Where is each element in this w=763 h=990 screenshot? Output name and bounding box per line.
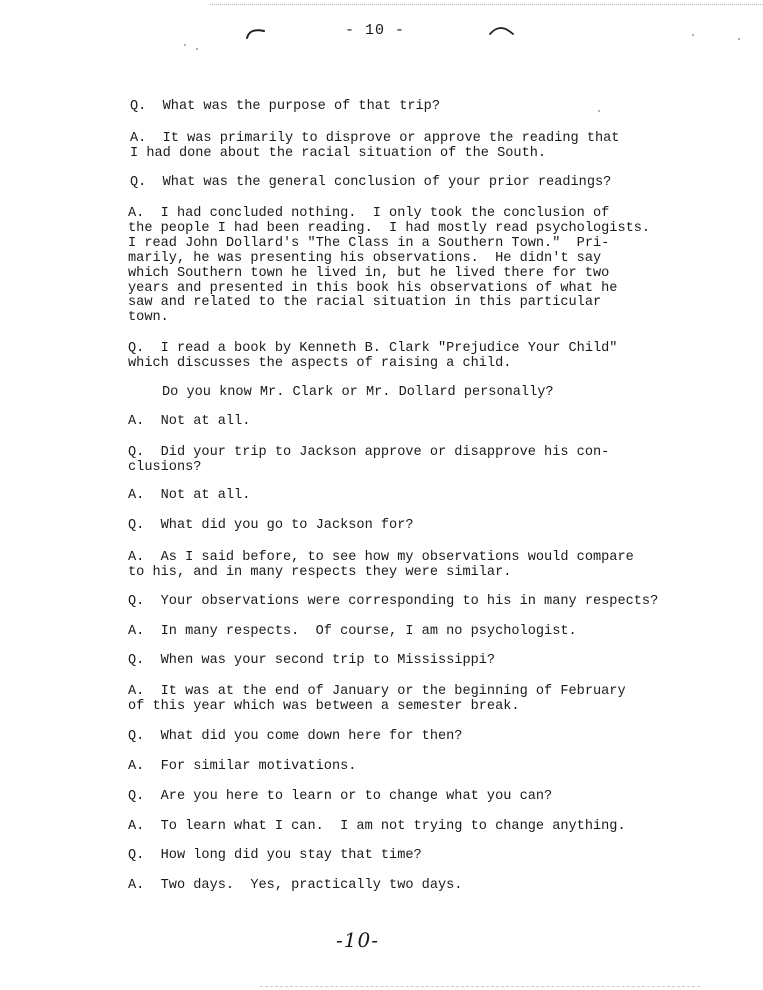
speck — [184, 44, 186, 46]
top-dotted-border — [210, 4, 763, 5]
transcript-line: A. Two days. Yes, practically two days. — [128, 878, 463, 893]
speck — [598, 110, 600, 112]
speck — [738, 38, 740, 40]
transcript-line: Q. Are you here to learn or to change what you can? — [128, 789, 553, 804]
transcript-line: A. For similar motivations. — [128, 759, 357, 774]
transcript-line: Q. Your observations were corresponding to his in many respects? — [128, 594, 659, 609]
left-bracket-mark — [244, 26, 268, 40]
transcript-line: A. Not at all. — [128, 414, 251, 429]
speck — [196, 48, 198, 50]
transcript-line: Q. Did your trip to Jackson approve or disapprove his con- clusions? — [128, 445, 610, 475]
transcript-line: Do you know Mr. Clark or Mr. Dollard personally? — [162, 385, 554, 400]
transcript-line: Q. What did you come down here for then? — [128, 729, 463, 744]
transcript-line: A. It was primarily to disprove or approve the reading that I had done about the racial situation of the South. — [130, 131, 620, 161]
transcript-line: A. As I said before, to see how my observations would compare to his, and in many respects they were similar. — [128, 550, 634, 580]
transcript-line: Q. How long did you stay that time? — [128, 848, 422, 863]
transcript-line: A. Not at all. — [128, 488, 251, 503]
page-number: - 10 - — [344, 22, 405, 39]
handwritten-page-number: -10- — [336, 928, 379, 952]
transcript-line: Q. What was the purpose of that trip? — [130, 99, 440, 114]
transcript-line: Q. What did you go to Jackson for? — [128, 518, 414, 533]
speck — [692, 34, 694, 36]
bottom-dashed-border — [260, 986, 700, 987]
right-bracket-mark — [488, 24, 516, 38]
transcript-line: A. To learn what I can. I am not trying to change anything. — [128, 819, 626, 834]
transcript-line: A. In many respects. Of course, I am no psychologist. — [128, 624, 577, 639]
transcript-line: Q. I read a book by Kenneth B. Clark "Prejudice Your Child" which discusses the aspects of raising a child. — [128, 341, 618, 371]
transcript-line: A. It was at the end of January or the beginning of February of this year which was between a semester break. — [128, 684, 626, 714]
transcript-line: Q. When was your second trip to Mississippi? — [128, 653, 496, 668]
transcript-line: A. I had concluded nothing. I only took the conclusion of the people I had been reading. I had mostly read psychologists. I read John Dollard's "The Class in a Southern Town." Pri- marily, he was presenting his observations. He didn't say which Southern town he lived in, but he lived there for two years and presented in this book his observations of what he saw and related to the racial situation in this particular town. — [128, 206, 651, 326]
transcript-line: Q. What was the general conclusion of your prior readings? — [130, 175, 612, 190]
